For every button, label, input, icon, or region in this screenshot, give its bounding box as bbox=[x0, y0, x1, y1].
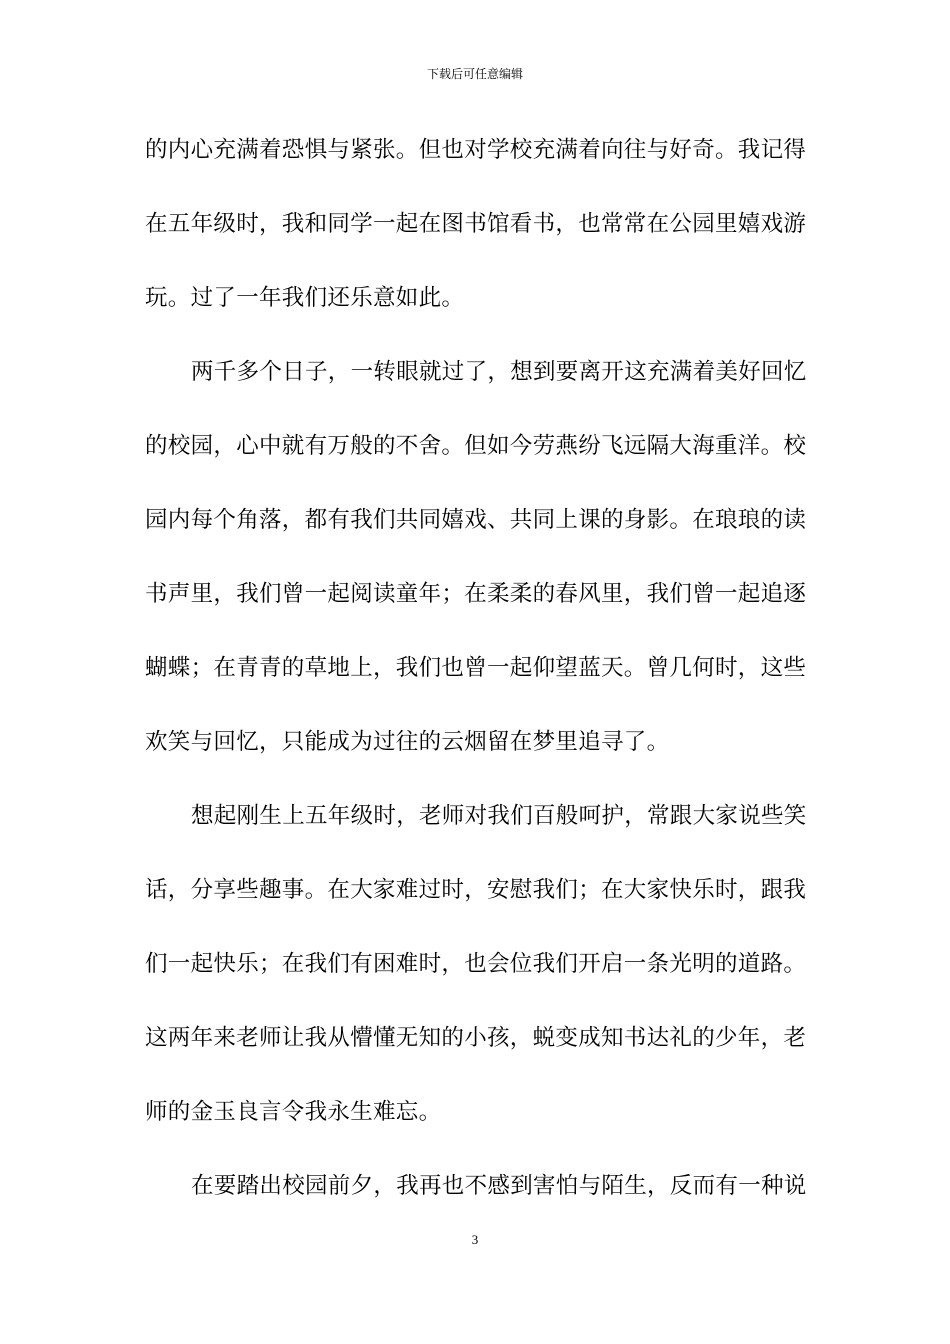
text-line: 玩。过了一年我们还乐意如此。 bbox=[145, 285, 465, 311]
text-line: 蝴蝶；在青青的草地上，我们也曾一起仰望蓝天。曾几何时，这些 bbox=[145, 655, 807, 681]
text-line: 在五年级时，我和同学一起在图书馆看书，也常常在公园里嬉戏游 bbox=[145, 211, 807, 237]
document-body bbox=[145, 132, 810, 1242]
text-line-indented: 两千多个日子，一转眼就过了，想到要离开这充满着美好回忆 bbox=[191, 359, 807, 385]
page-number: 3 bbox=[471, 1232, 479, 1247]
text-line: 的校园，心中就有万般的不舍。但如今劳燕纷飞远隔大海重洋。校 bbox=[145, 433, 807, 459]
text-line-indented: 在要踏出校园前夕，我再也不感到害怕与陌生，反而有一种说 bbox=[191, 1173, 807, 1199]
text-line: 话，分享些趣事。在大家难过时，安慰我们；在大家快乐时，跟我 bbox=[145, 877, 807, 903]
text-line: 欢笑与回忆，只能成为过往的云烟留在梦里追寻了。 bbox=[145, 729, 670, 755]
text-line-indented: 想起刚生上五年级时，老师对我们百般呵护，常跟大家说些笑 bbox=[191, 803, 807, 829]
text-line: 书声里，我们曾一起阅读童年；在柔柔的春风里，我们曾一起追逐 bbox=[145, 581, 807, 607]
text-line: 师的金玉良言令我永生难忘。 bbox=[145, 1099, 442, 1125]
page-header: 下载后可任意编辑 bbox=[426, 67, 523, 81]
text-line: 们一起快乐；在我们有困难时，也会位我们开启一条光明的道路。 bbox=[145, 951, 807, 977]
text-line: 园内每个角落，都有我们共同嬉戏、共同上课的身影。在琅琅的读 bbox=[145, 507, 807, 533]
text-line: 的内心充满着恐惧与紧张。但也对学校充满着向往与好奇。我记得 bbox=[145, 137, 807, 163]
text-line: 这两年来老师让我从懵懂无知的小孩，蜕变成知书达礼的少年，老 bbox=[145, 1025, 807, 1051]
